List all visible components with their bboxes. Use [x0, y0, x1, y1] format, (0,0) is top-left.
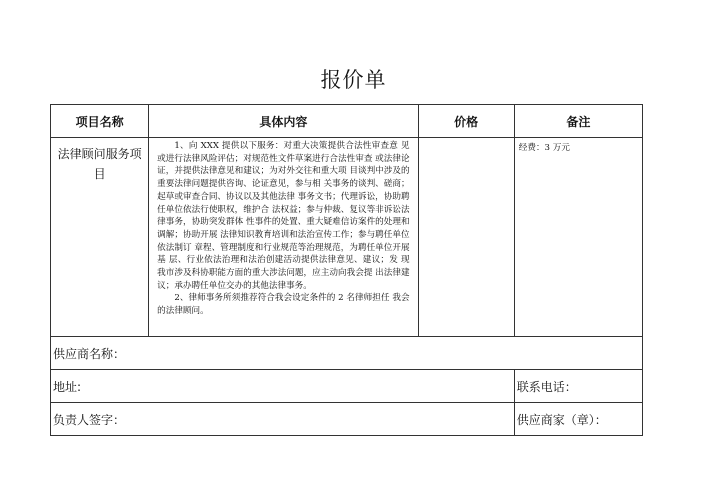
signature-row	[51, 403, 643, 436]
header-remark: 备注	[514, 105, 642, 138]
signer-label: 负责人签字：	[51, 403, 515, 436]
supplier-name-label: 供应商名称：	[51, 337, 643, 370]
content-paragraph-2: 2、律师事务所须推荐符合我会设定条件的 2 名律师担任 我会的法律顾问。	[157, 293, 410, 317]
service-price	[418, 138, 514, 337]
service-row	[51, 138, 643, 337]
header-content: 具体内容	[149, 105, 418, 138]
page-title: 报价单	[320, 68, 387, 92]
content-paragraph-1: 1、向 XXX 提供以下服务：对重大决策提供合法性审查意 见或进行法律风险评估；对规范性文件草案进行合法性审查 或法律论证，并提供法律意见和建议；为对外交往和重大项 目谈判中涉及的重要法律问题提供咨询、论证意见，参与相 关事务的谈判、磋商；起草或审查合同、协议以及其他法律 事务文书；代理诉讼，协助聘任单位依法行使职权，维护合 法权益；参与仲裁、复议等非诉讼法律事务，协助突发群体 性事件的处置、重大疑难信访案件的处理和调解；协助开展 法律知识教育培训和法治宣传工作；参与聘任单位依法制订 章程、管理制度和行业规范等治理规范，为聘任单位开展基 层、行业依法治理和法治创建活动提供法律意见、建议；发 现我市涉及科协职能方面的重大涉法问题，应主动向我会提 出法律建议；承办聘任单位交办的其他法律事务。	[157, 141, 410, 291]
service-content	[149, 138, 418, 337]
supplier-name-row	[51, 337, 643, 370]
seal-label: 供应商家（章）：	[514, 403, 642, 436]
quote-table	[50, 104, 643, 436]
address-row	[51, 370, 643, 403]
header-row	[51, 105, 643, 138]
address-label: 地址:	[51, 370, 515, 403]
phone-label: 联系电话：	[514, 370, 642, 403]
service-remark: 经费：3 万元	[514, 138, 642, 337]
header-price: 价格	[418, 105, 514, 138]
service-item-name: 法律顾问服务项目	[51, 138, 149, 337]
header-item-name: 项目名称	[51, 105, 149, 138]
